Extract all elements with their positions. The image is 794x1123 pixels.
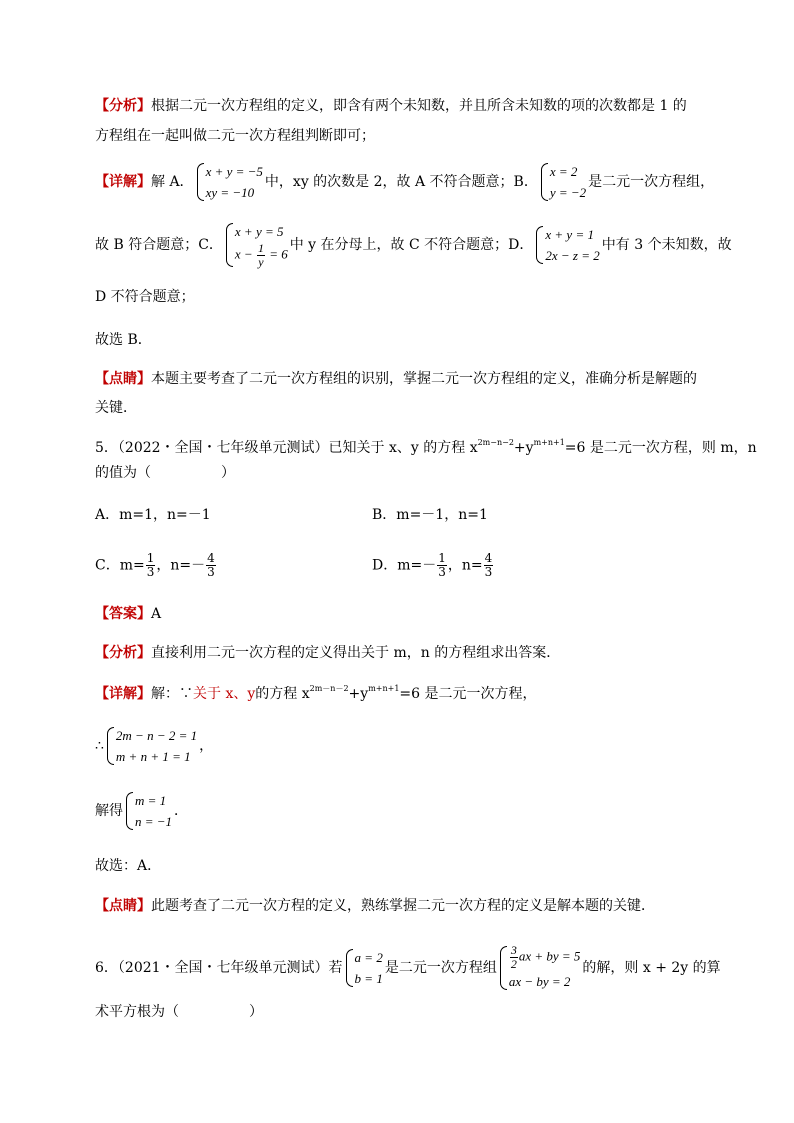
equation-part: x − bbox=[234, 246, 253, 262]
fraction bbox=[437, 552, 447, 579]
option-text: ，n= bbox=[447, 557, 483, 574]
equation: 2m − n − 2 = 1 bbox=[115, 728, 198, 743]
punctuation: ， bbox=[199, 738, 214, 754]
q4-analysis-line-1 bbox=[95, 96, 687, 116]
equation-system-c bbox=[225, 221, 288, 269]
equation: x + y = 5 bbox=[234, 224, 284, 239]
equation-part: = 6 bbox=[269, 246, 288, 262]
q5-choose: 故选：A． bbox=[95, 858, 162, 874]
answer-tag: 【答案】 bbox=[95, 606, 151, 622]
detail-text: 解 A． bbox=[151, 174, 194, 190]
numerator: 3 bbox=[510, 943, 517, 957]
numerator: 4 bbox=[207, 551, 215, 565]
denominator: 3 bbox=[207, 565, 215, 579]
q6-stem-line-2: 术平方根为（ ） bbox=[95, 1004, 263, 1020]
fraction bbox=[257, 242, 265, 269]
exponent: 2m−n−2 bbox=[477, 438, 514, 447]
equation: x + y = −5 bbox=[205, 164, 263, 179]
therefore-symbol: ∴ bbox=[95, 738, 104, 754]
equation-system bbox=[345, 947, 383, 989]
q5-stem-line-2: 的值为（ ） bbox=[95, 465, 235, 481]
detail-tag: 【详解】 bbox=[95, 174, 151, 190]
numerator: 1 bbox=[438, 551, 446, 565]
fraction bbox=[484, 552, 494, 579]
denominator: 2 bbox=[510, 957, 517, 971]
fraction bbox=[146, 552, 156, 579]
detail-text: 故 B 符合题意；C． bbox=[95, 237, 223, 253]
q5-solve-line bbox=[95, 790, 188, 832]
q5-option-a: A．m=1，n=－1 bbox=[95, 507, 211, 523]
stem-text: 的解，则 x + 2y 的算 bbox=[582, 960, 721, 976]
equation: a = 2 bbox=[354, 950, 383, 965]
equation: 2x − z = 2 bbox=[545, 248, 600, 263]
equation-system bbox=[499, 944, 581, 992]
equation-system bbox=[125, 790, 172, 832]
detail-text: 解：∵ bbox=[151, 686, 193, 702]
detail-text: 中有 3 个未知数，故 bbox=[601, 237, 732, 253]
detail-text: =6 是二元一次方程， bbox=[399, 686, 537, 702]
q5-comment bbox=[95, 896, 655, 916]
exponent: m+n+1 bbox=[368, 684, 400, 693]
stem-text: 5．（2022・全国・七年级单元测试）已知关于 x、y 的方程 x bbox=[95, 440, 478, 456]
detail-text: 关于 x、y bbox=[193, 686, 256, 702]
equation: m + n + 1 = 1 bbox=[115, 749, 191, 764]
comment-tag: 【点睛】 bbox=[95, 371, 151, 387]
q5-option-c bbox=[95, 552, 217, 579]
q5-option-d bbox=[372, 552, 494, 579]
stem-text: =6 是二元一次方程，则 m，n bbox=[564, 440, 757, 456]
stem-text: 6．（2021・全国・七年级单元测试）若 bbox=[95, 960, 343, 976]
denominator: 3 bbox=[484, 565, 493, 579]
equation-part: ax + by = 5 bbox=[518, 948, 581, 964]
comment-tag: 【点睛】 bbox=[95, 898, 151, 914]
equation bbox=[509, 944, 581, 971]
comment-text: 此题考查了二元一次方程的定义，熟练掌握二元一次方程的定义是解本题的关键． bbox=[151, 898, 655, 914]
option-text: C．m= bbox=[95, 557, 145, 574]
q4-comment-line-2: 关键． bbox=[95, 400, 137, 416]
q5-answer bbox=[95, 604, 161, 624]
comment-text: 本题主要考查了二元一次方程组的识别，掌握二元一次方程组的定义，准确分析是解题的 bbox=[151, 371, 697, 387]
exponent: m+n+1 bbox=[533, 438, 565, 447]
q5-therefore-line bbox=[95, 725, 213, 767]
equation: m = 1 bbox=[135, 793, 167, 808]
exponent: 2m－n－2 bbox=[309, 684, 349, 693]
numerator: 1 bbox=[257, 241, 264, 255]
option-text: D．m=－ bbox=[372, 557, 437, 574]
denominator: y bbox=[258, 255, 264, 269]
equation: x = 2 bbox=[549, 164, 578, 179]
q5-detail bbox=[95, 684, 537, 704]
q5-analysis bbox=[95, 643, 560, 663]
q5-stem-line-1 bbox=[95, 438, 757, 458]
detail-text: +y bbox=[348, 686, 369, 702]
analysis-text: 直接利用二元一次方程的定义得出关于 m，n 的方程组求出答案． bbox=[151, 645, 561, 661]
stem-text: 是二元一次方程组 bbox=[384, 960, 497, 976]
equation: ax − by = 2 bbox=[508, 974, 571, 989]
equation-system bbox=[106, 725, 197, 767]
equation: xy = −10 bbox=[205, 185, 255, 200]
solve-text: 解得 bbox=[95, 803, 123, 819]
punctuation: ． bbox=[174, 803, 189, 819]
answer-text: A bbox=[151, 606, 162, 622]
q4-detail-line-1 bbox=[95, 161, 714, 203]
q6-stem-line-1 bbox=[95, 944, 721, 992]
q4-detail-line-2 bbox=[95, 221, 732, 269]
analysis-tag: 【分析】 bbox=[95, 645, 151, 661]
detail-text: 是二元一次方程组， bbox=[588, 174, 715, 190]
q4-choose: 故选 B． bbox=[95, 332, 152, 348]
equation-system-d bbox=[535, 224, 599, 266]
equation: y = −2 bbox=[549, 185, 587, 200]
stem-text: +y bbox=[513, 440, 534, 456]
equation: n = −1 bbox=[135, 814, 173, 829]
analysis-text: 根据二元一次方程组的定义，即含有两个未知数，并且所含未知数的项的次数都是 1 的 bbox=[151, 98, 687, 114]
fraction bbox=[206, 552, 216, 579]
q4-comment-line-1 bbox=[95, 369, 697, 389]
equation bbox=[235, 242, 288, 269]
equation: b = 1 bbox=[354, 971, 383, 986]
detail-text: 中，xy 的次数是 2，故 A 不符合题意；B． bbox=[264, 174, 538, 190]
analysis-tag: 【分析】 bbox=[95, 98, 151, 114]
fraction bbox=[510, 944, 518, 971]
denominator: 3 bbox=[438, 565, 446, 579]
denominator: 3 bbox=[146, 565, 155, 579]
equation-system-b bbox=[540, 161, 586, 203]
q4-detail-line-3: D 不符合题意； bbox=[95, 289, 195, 305]
numerator: 1 bbox=[146, 551, 155, 565]
detail-tag: 【详解】 bbox=[95, 686, 151, 702]
q5-option-b: B．m=－1，n=1 bbox=[372, 507, 488, 523]
detail-text: 中 y 在分母上，故 C 不符合题意；D． bbox=[289, 237, 534, 253]
q4-analysis-line-2: 方程组在一起叫做二元一次方程组判断即可； bbox=[95, 128, 375, 144]
equation: x + y = 1 bbox=[545, 227, 594, 242]
option-text: ，n=－ bbox=[156, 557, 206, 574]
numerator: 4 bbox=[484, 551, 493, 565]
equation-system-a bbox=[196, 161, 263, 203]
detail-text: 的方程 x bbox=[255, 686, 310, 702]
